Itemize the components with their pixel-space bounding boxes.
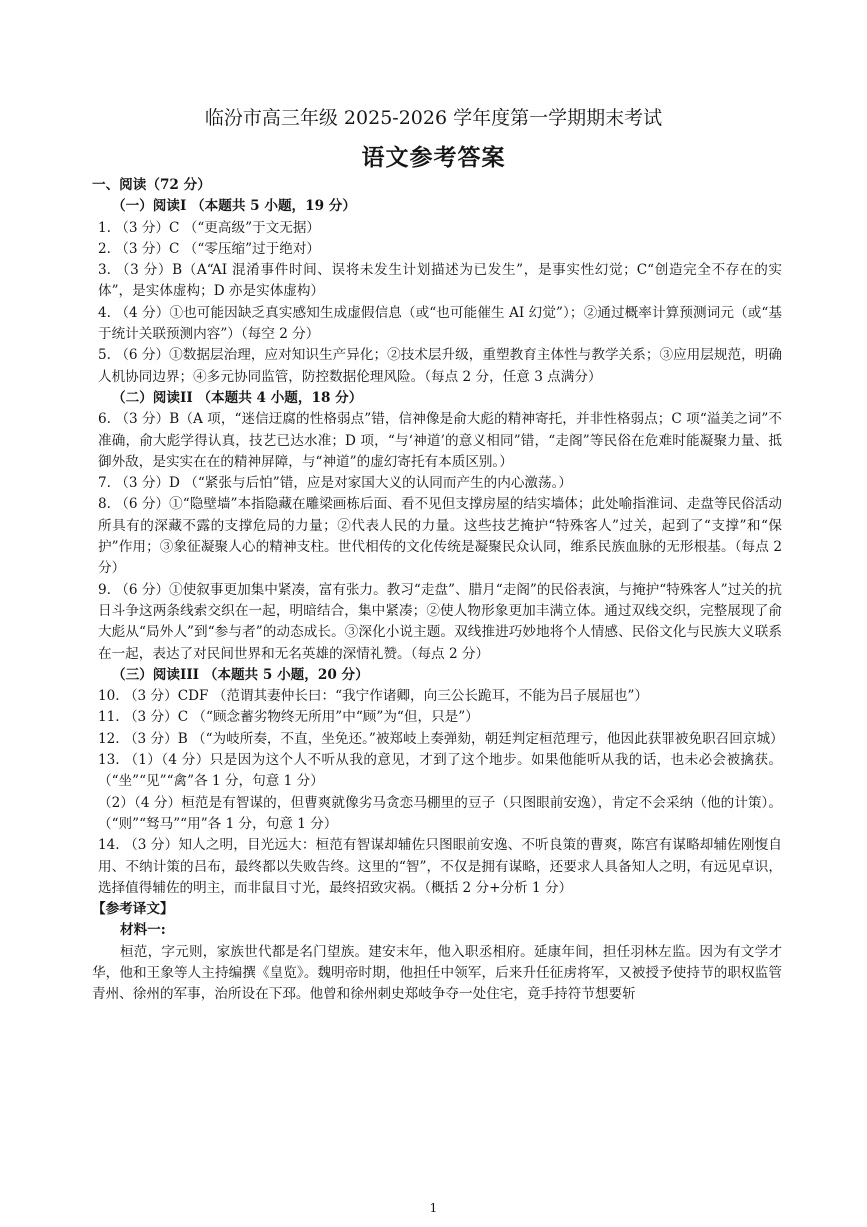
answer-q7: 7. （3 分）D （“紧张与后怕”错，应是对家国大义的认同而产生的内心激荡。） xyxy=(98,475,572,492)
answer-body xyxy=(92,175,782,1006)
section-heading-reading: 一、阅读（72 分） xyxy=(92,177,211,193)
answer-q13-part1: 13. （1）（4 分）只是因为这个人不听从我的意见，才到了这个地步。如果他能听从我的话，也未必会被擒获。（“坐”“见”“禽”各 1 分，句意 1 分） xyxy=(98,752,782,790)
part-heading-reading-3: （三）阅读III （本题共 5 小题，20 分） xyxy=(112,666,369,683)
answer-q11: 11. （3 分）C （“顾念蓄劣物终无所用”中“顾”为“但，只是”） xyxy=(98,709,479,726)
document-title: 临汾市高三年级 2025-2026 学年度第一学期期末考试 xyxy=(204,107,663,129)
answer-q4: 4. （4 分）①也可能因缺乏真实感知生成虚假信息（或“也可能催生 AI 幻觉”）；②通过概率计算预测词元（或“基于统计关联预测内容”）（每空 2 分） xyxy=(98,304,782,343)
answer-q2: 2. （3 分）C （“零压缩”过于绝对） xyxy=(98,240,321,257)
material-one-label: 材料一: xyxy=(120,922,166,939)
answer-q5: 5. （6 分）①数据层治理，应对知识生产异化；②技术层升级，重塑教育主体性与教学关系；③应用层规范，明确人机协同边界；④多元协同监管，防控数据伦理风险。（每点 2 分，任意 3 点满分） xyxy=(98,347,782,385)
translation-paragraph: 桓范，字元则，家族世代都是名门望族。建安末年，他入职丞相府。延康年间，担任羽林左监。因为有文学才华，他和王象等人主持编撰《皇览》。魏明帝时期，他担任中领军，后来升任征虏将军，又被授予使持节的职权监管青州、徐州的军事，治所设在下邳。他曾和徐州刺史郑岐争夺一处住宅，竟手持符节想要斩 xyxy=(92,943,782,1003)
answer-q12: 12. （3 分）B （“为岐所奏，不直，坐免还。”被郑岐上奏弹劾，朝廷判定桓范理亏，他因此获罪被免职召回京城） xyxy=(98,730,784,747)
document-subtitle: 语文参考答案 xyxy=(361,144,506,171)
part-heading-reading-1: （一）阅读I （本题共 5 小题，19 分） xyxy=(112,198,356,215)
answer-q3: 3. （3 分）B（A“AI 混淆事件时间、误将未发生计划描述为已发生”，是事实性幻觉；C“创造完全不存在的实体”，是实体虚构；D 亦是实体虚构） xyxy=(98,262,782,300)
part-heading-reading-2: （二）阅读II （本题共 4 小题，18 分） xyxy=(112,389,363,406)
answer-q1: 1. （3 分）C （“更高级”于文无据） xyxy=(98,219,321,236)
page-number: 1 xyxy=(429,1201,438,1215)
answer-q8: 8. （6 分）①“隐壁墙”本指隐藏在雕梁画栋后面、看不见但支撑房屋的结实墙体；此处喻指淮词、走盘等民俗活动所具有的深藏不露的支撑危局的力量；②代表人民的力量。这些技艺掩护“特殊客人”过关，起到了“支撑”和“保护”作用；③象征凝聚人心的精神支柱。世代相传的文化传统是凝聚民众认同，维系民族血脉的无形根基。（每点 2 分） xyxy=(98,496,782,577)
answer-q10: 10. （3 分）CDF （范谓其妻仲长曰：“我宁作诸卿，向三公长跪耳，不能为吕子展屈也”） xyxy=(98,688,649,705)
answer-q13-part2: （2）（4 分）桓范是有智谋的，但曹爽就像劣马贪恋马棚里的豆子（只图眼前安逸），肯定不会采纳（他的计策）。（“则”“驽马”“用”各 1 分，句意 1 分） xyxy=(98,794,782,832)
answer-q14: 14. （3 分）知人之明，目光远大：桓范有智谋却辅佐只图眼前安逸、不听良策的曹爽，陈宫有谋略却辅佐刚愎自用、不纳计策的吕布，最终都以失败告终。这里的“智”，不仅是拥有谋略，还要求人具备知人之明，有远见卓识，选择值得辅佐的明主，而非鼠目寸光，最终招致灾祸。（概括 2 分+分析 1 分） xyxy=(98,837,782,896)
answer-q6: 6. （3 分）B（A 项，“迷信迂腐的性格弱点”错，信神像是俞大彪的精神寄托，并非性格弱点；C 项“溢美之词”不准确，俞大彪学得认真，技艺已达水准；D 项，“与‘神道’的意义相同”错，“走阁”等民俗在危难时能凝聚力量、抵御外敌，是实实在在的精神屏障，与“神道”的虚幻寄托有本质区别。） xyxy=(98,411,782,470)
answer-q9: 9. （6 分）①使叙事更加集中紧凑，富有张力。教习“走盘”、腊月“走阁”的民俗表演，与掩护“特殊客人”过关的抗日斗争这两条线索交织在一起，明暗结合，集中紧凑；②使人物形象更加丰满立体。通过双线交织，完整展现了俞大彪从“局外人”到“参与者”的动态成长。③深化小说主题。双线推进巧妙地将个人情感、民俗文化与民族大义联系在一起，表达了对民间世界和无名英雄的深情礼赞。（每点 2 分） xyxy=(98,581,782,662)
reference-translation-heading: 【参考译文】 xyxy=(92,901,174,918)
